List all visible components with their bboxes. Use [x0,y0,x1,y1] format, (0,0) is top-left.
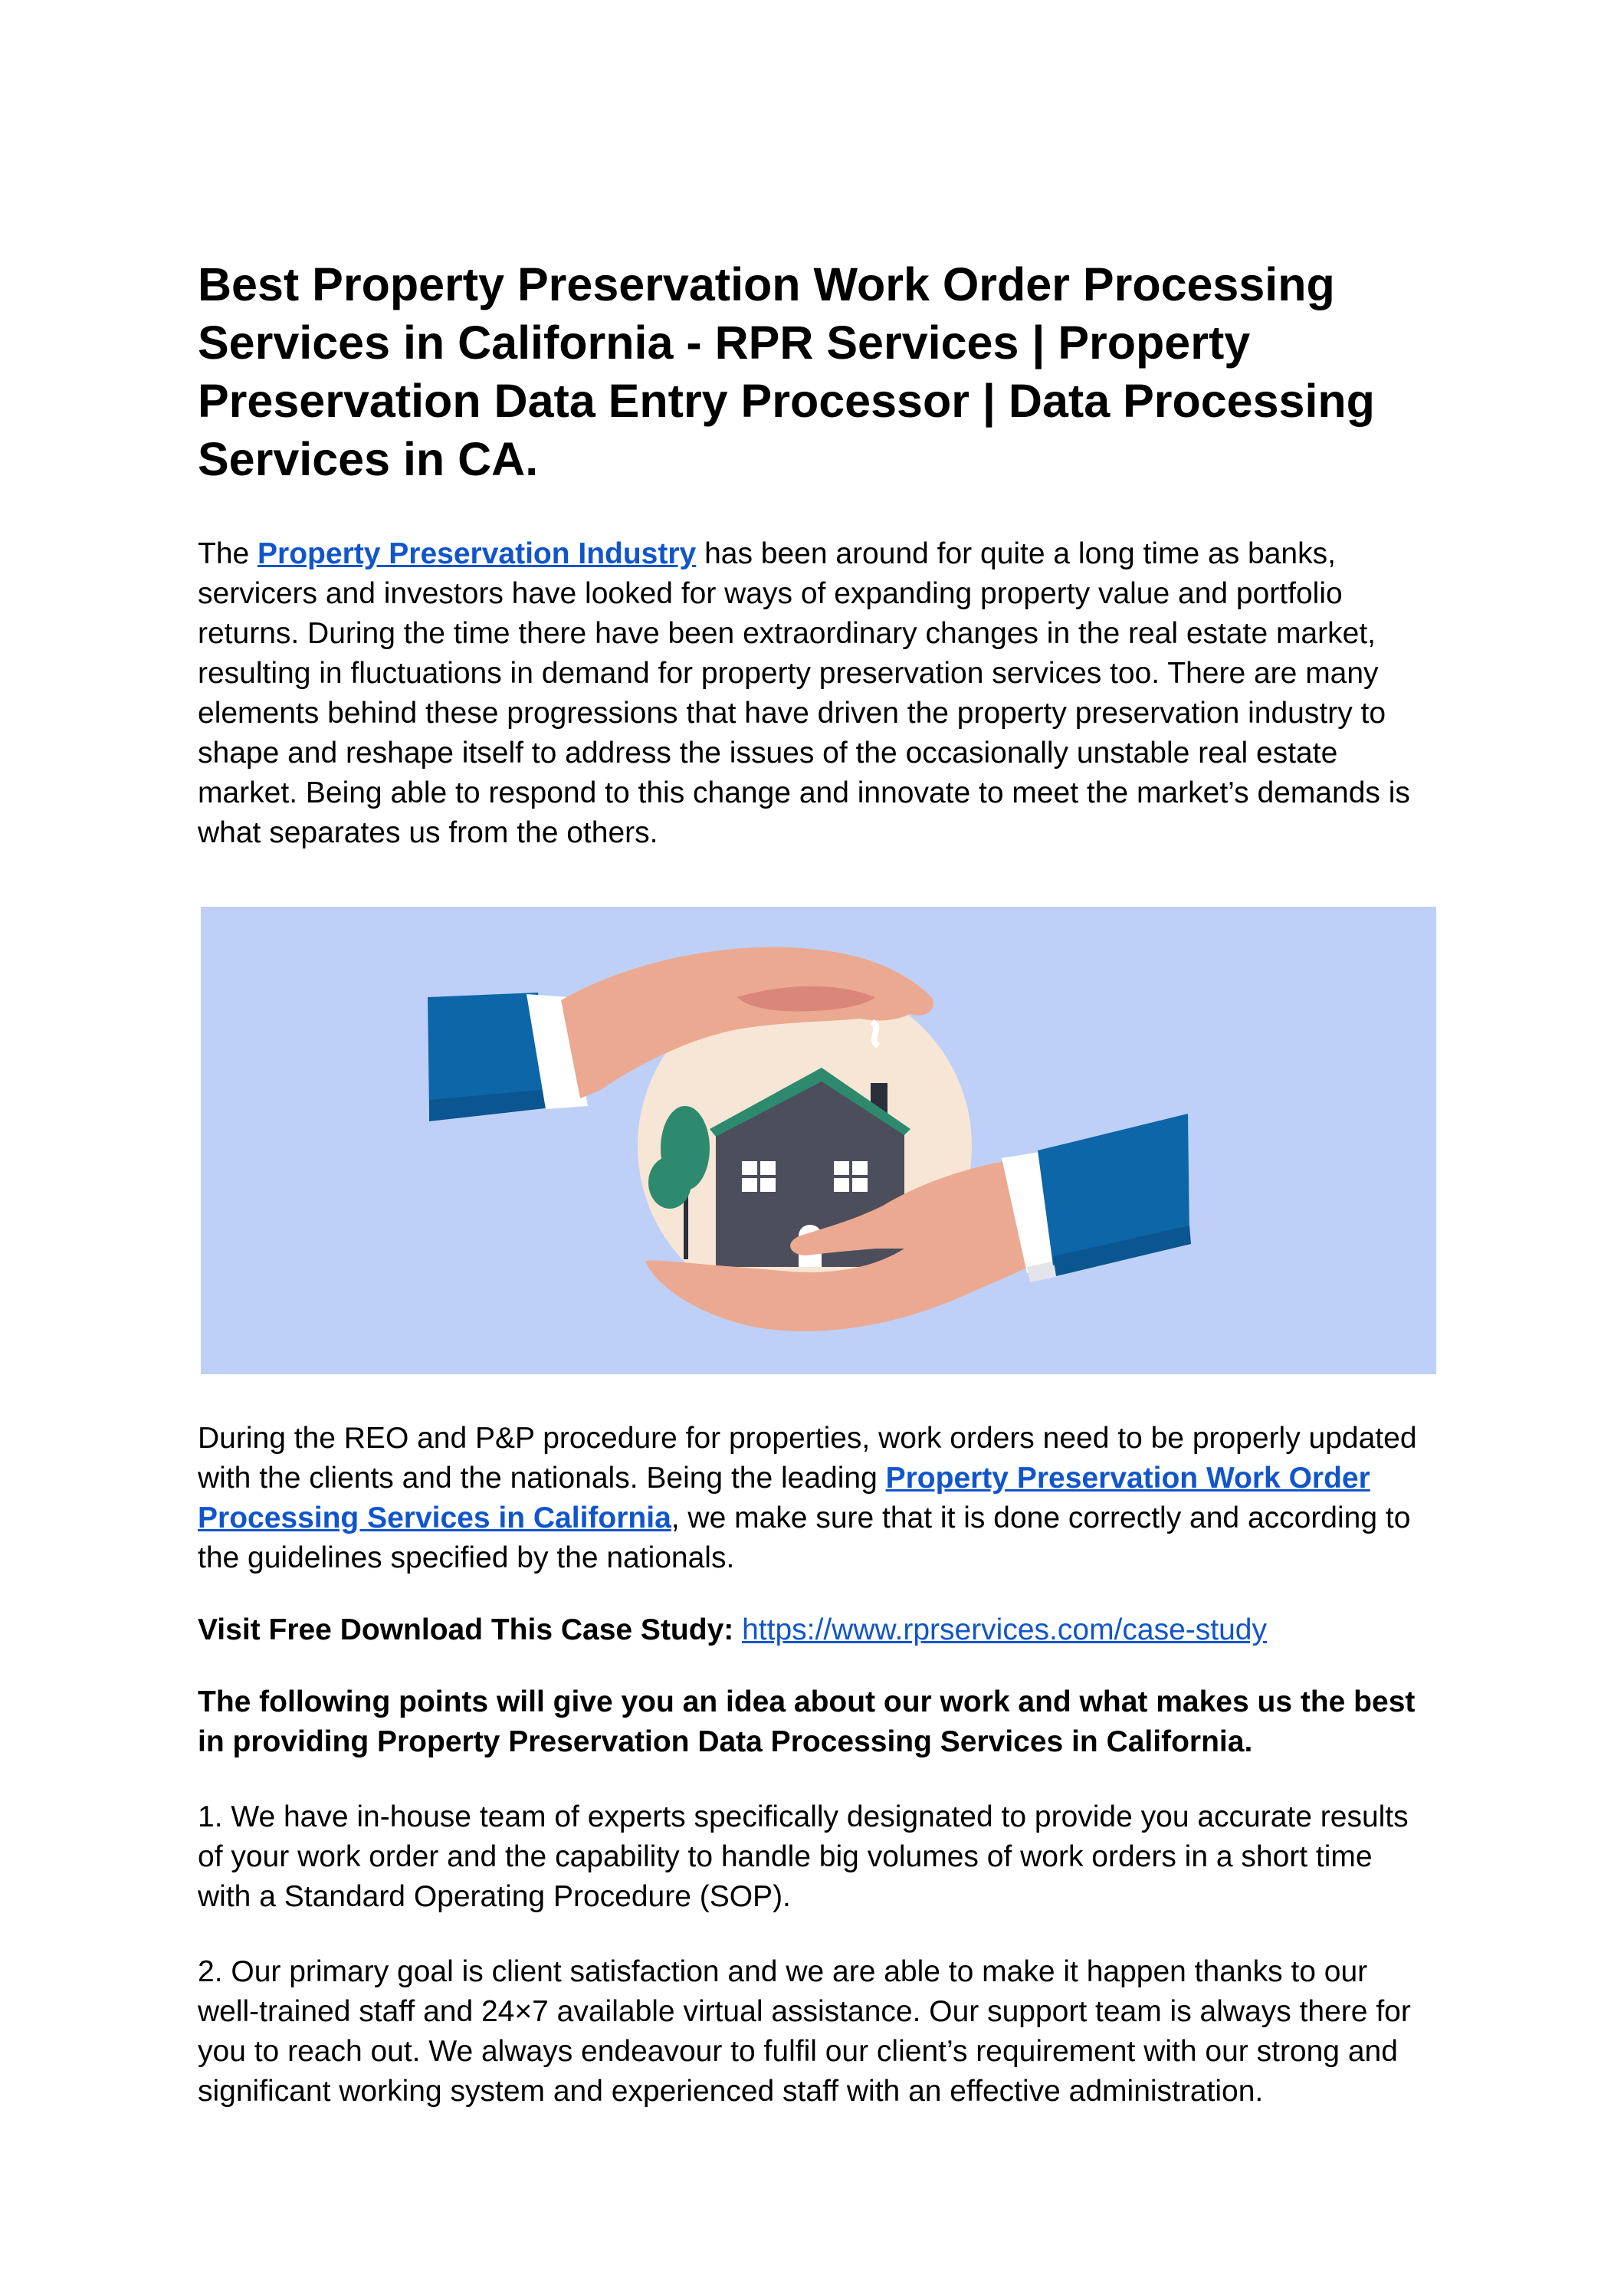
hands-protecting-house-illustration [201,907,1436,1374]
visit-paragraph [198,1610,1424,1650]
reo-text: , we make sure that it is done correctly and according to the guidelines specified by the nationals. [198,1501,1411,1574]
document-title: Best Property Preservation Work Order Processing Services in California - RPR Services | Property Preservation Data Entry Processor | Data Processing Services in CA. [198,258,1375,485]
points-intro [198,1682,1424,1762]
reo-prefix: During the REO and P&P procedure for properties, work orders need to be properly updated with the clients and the nationals. Being the leading [198,1422,1417,1495]
intro-prefix: The [198,537,258,570]
work-order-processing-link[interactable]: Property Preservation Work Order Processing Services in California [198,1462,1370,1534]
visit-label: Visit Free Download This Case Study: [198,1613,734,1646]
document-content [198,255,1424,2112]
point-item-2: 2. Our primary goal is client satisfaction and we are able to make it happen thanks to our well-trained staff and 24×7 available virtual assistance. Our support team is always there for you to reach out. We always endeavour to fulfil our client’s requirement with our strong and significant working system and experienced staff with an effective administration. [198,1955,1411,2108]
case-study-link[interactable]: https://www.rprservices.com/case-study [742,1613,1267,1646]
property-preservation-industry-link[interactable]: Property Preservation Industry [258,537,697,570]
intro-paragraph [198,534,1424,853]
intro-text: has been around for quite a long time as banks, servicers and investors have looked for ways of expanding property value and portfolio returns. During the time there have been extraordinary changes in the real estate market, resulting in fluctuations in demand for property preservation services too. There are many elements behind these progressions that have driven the property preservation industry to shape and reshape itself to address the issues of the occasionally unstable real estate market. Being able to respond to this change and innovate to meet the market’s demands is what separates us from the others. [198,537,1410,849]
reo-paragraph [198,1419,1424,1578]
points-intro-text: The following points will give you an idea about our work and what makes us the best in providing Property Preservation Data Processing Services in California. [198,1685,1416,1758]
point-item-1: 1. We have in-house team of experts specifically designated to provide you accurate results of your work order and the capability to handle big volumes of work orders in a short time with a Standard Operating Procedure (SOP). [198,1800,1409,1913]
